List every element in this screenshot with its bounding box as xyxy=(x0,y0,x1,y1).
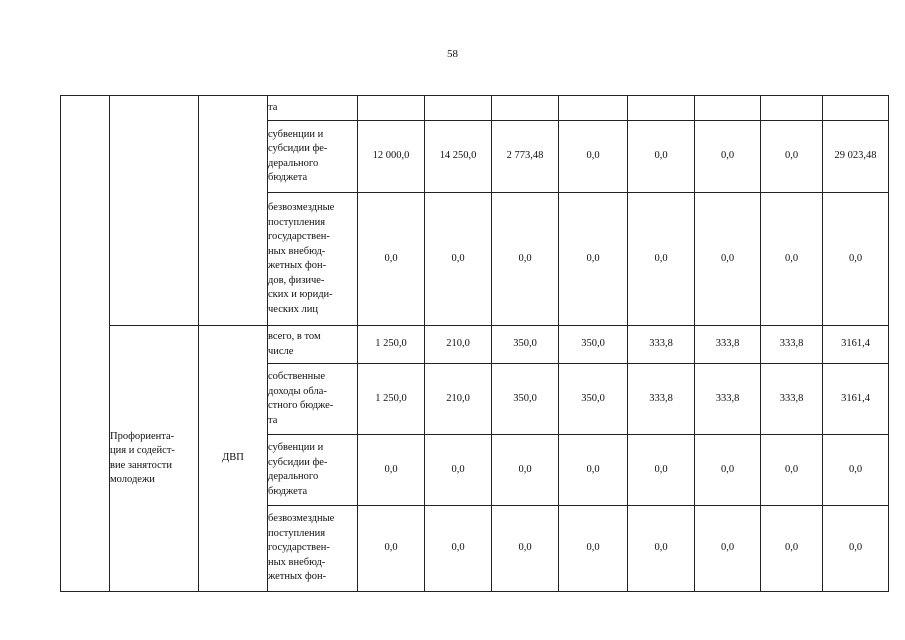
text-line: доходы обла- xyxy=(268,385,327,397)
value-cell: 350,0 xyxy=(492,364,559,435)
value-cell: 0,0 xyxy=(761,506,823,592)
value-cell xyxy=(425,96,492,121)
value-cell: 12 000,0 xyxy=(358,121,425,193)
text-line: субсидии фе- xyxy=(268,143,328,154)
text-line: Профориента- xyxy=(110,430,175,442)
value-cell: 0,0 xyxy=(628,435,695,506)
value-cell: 0,0 xyxy=(628,506,695,592)
value-cell: 0,0 xyxy=(761,435,823,506)
value-cell: 0,0 xyxy=(695,121,761,193)
value-cell: 0,0 xyxy=(761,193,823,326)
funding-source-cell xyxy=(268,506,358,592)
value-cell: 2 773,48 xyxy=(492,121,559,193)
text-line: государствен- xyxy=(268,231,330,242)
text-line: ных внебюд- xyxy=(268,556,326,568)
budget-table xyxy=(60,95,889,592)
text-line: жетных фон- xyxy=(268,260,327,271)
value-cell: 350,0 xyxy=(559,326,628,364)
text-line: безвозмездные xyxy=(268,513,335,525)
text-line: ческих лиц xyxy=(268,303,318,315)
value-cell: 0,0 xyxy=(823,506,889,592)
value-cell: 0,0 xyxy=(761,121,823,193)
funding-source-cell xyxy=(268,193,358,326)
text-line: стного бюдже- xyxy=(268,400,334,411)
value-cell xyxy=(559,96,628,121)
value-cell xyxy=(823,96,889,121)
value-cell: 0,0 xyxy=(358,435,425,506)
value-cell xyxy=(695,96,761,121)
table-row xyxy=(61,326,889,364)
value-cell: 210,0 xyxy=(425,326,492,364)
funding-source-cell xyxy=(268,121,358,193)
text-line: дов, физиче- xyxy=(268,274,325,286)
value-cell: 333,8 xyxy=(695,364,761,435)
value-cell: 1 250,0 xyxy=(358,364,425,435)
text-line: субвенции и xyxy=(268,128,324,140)
value-cell: 0,0 xyxy=(358,506,425,592)
value-cell: 0,0 xyxy=(425,193,492,326)
value-cell xyxy=(761,96,823,121)
text-line: собственные xyxy=(268,371,326,382)
value-cell: 333,8 xyxy=(761,364,823,435)
value-cell: 0,0 xyxy=(823,193,889,326)
value-cell xyxy=(358,96,425,121)
value-cell: 0,0 xyxy=(425,435,492,506)
text-line: субсидии фе- xyxy=(268,456,328,468)
value-cell: 0,0 xyxy=(559,506,628,592)
value-cell: 14 250,0 xyxy=(425,121,492,193)
value-cell: 0,0 xyxy=(695,435,761,506)
value-cell: 0,0 xyxy=(823,435,889,506)
value-cell: 0,0 xyxy=(559,193,628,326)
value-cell: 0,0 xyxy=(559,121,628,193)
value-cell: 0,0 xyxy=(695,506,761,592)
value-cell: 1 250,0 xyxy=(358,326,425,364)
outer-blank-cell xyxy=(61,96,110,592)
text-line: числе xyxy=(268,345,294,357)
text-line: ских и юриди- xyxy=(268,289,333,300)
text-line: поступления xyxy=(268,527,326,539)
value-cell: 333,8 xyxy=(628,364,695,435)
value-cell: 350,0 xyxy=(559,364,628,435)
text-line: молодежи xyxy=(110,474,155,485)
value-cell: 29 023,48 xyxy=(823,121,889,193)
value-cell: 0,0 xyxy=(492,506,559,592)
value-cell: 0,0 xyxy=(492,435,559,506)
text-line: поступления xyxy=(268,216,326,228)
value-cell: 0,0 xyxy=(628,121,695,193)
text-line: дерального xyxy=(268,471,319,482)
value-cell: 0,0 xyxy=(628,193,695,326)
text-line: безвозмездные xyxy=(268,202,335,213)
value-cell: 0,0 xyxy=(559,435,628,506)
funding-source-cell xyxy=(268,364,358,435)
text-line: субвенции и xyxy=(268,442,324,453)
text-line: бюджета xyxy=(268,172,308,183)
value-cell: 333,8 xyxy=(628,326,695,364)
page-number: 58 xyxy=(447,48,458,60)
value-cell xyxy=(628,96,695,121)
text-line: дерального xyxy=(268,157,319,169)
value-cell: 210,0 xyxy=(425,364,492,435)
value-cell: 333,8 xyxy=(695,326,761,364)
value-cell: 0,0 xyxy=(492,193,559,326)
activity-name-cell xyxy=(110,326,199,592)
value-cell xyxy=(492,96,559,121)
funding-source-cell: та xyxy=(268,96,358,121)
value-cell: 333,8 xyxy=(761,326,823,364)
text-line: всего, в том xyxy=(268,331,321,342)
prev-activity-cell xyxy=(110,96,199,326)
table-row xyxy=(61,96,889,121)
value-cell: 0,0 xyxy=(358,193,425,326)
value-cell: 350,0 xyxy=(492,326,559,364)
text-line: государствен- xyxy=(268,542,330,554)
text-line: ция и содейст- xyxy=(110,445,175,456)
prev-executor-cell xyxy=(199,96,268,326)
text-line: бюджета xyxy=(268,485,308,497)
text-line: ных внебюд- xyxy=(268,245,326,257)
value-cell: 3161,4 xyxy=(823,326,889,364)
value-cell: 3161,4 xyxy=(823,364,889,435)
value-cell: 0,0 xyxy=(695,193,761,326)
text-line: та xyxy=(268,414,278,426)
executor-cell: ДВП xyxy=(199,326,268,592)
value-cell: 0,0 xyxy=(425,506,492,592)
funding-source-cell xyxy=(268,326,358,364)
text-line: вие занятости xyxy=(110,459,172,471)
funding-source-cell xyxy=(268,435,358,506)
text-line: жетных фон- xyxy=(268,571,327,583)
